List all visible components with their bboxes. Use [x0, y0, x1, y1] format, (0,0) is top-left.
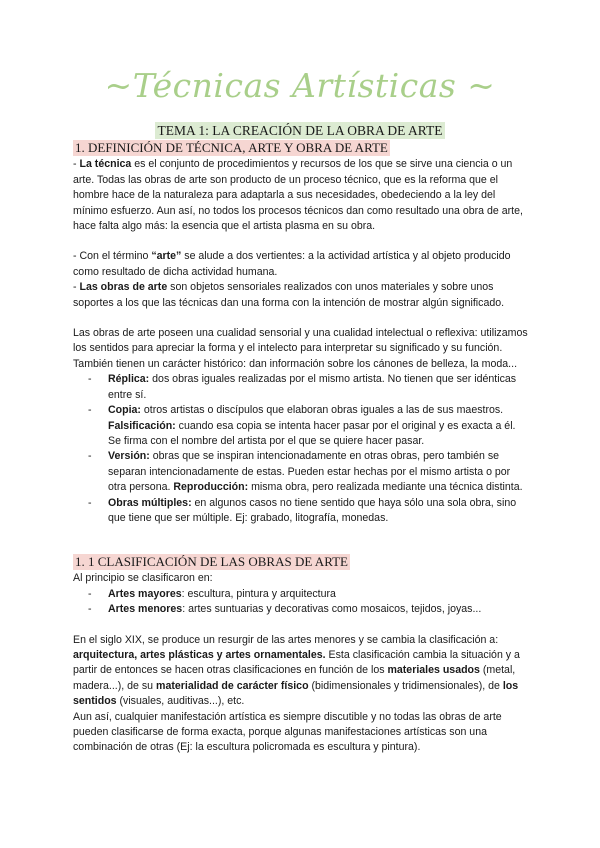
bold-term: materialidad de carácter físico [156, 679, 309, 692]
artes-list [73, 587, 531, 618]
list-item [88, 403, 531, 449]
dash-marker: - [88, 587, 92, 600]
text: se alude a dos vertientes: a la actividad artística y al objeto producido como resultado de dicha actividad humana. [73, 250, 511, 278]
tema-heading [0, 123, 600, 138]
bold-term: Artes mayores [108, 587, 182, 600]
bold-term: los sentidos [73, 679, 519, 708]
paragraph-intro: Al principio se clasificaron en: [73, 572, 213, 585]
text: - Con el término [73, 250, 152, 263]
bold-term: Artes menores [108, 603, 183, 616]
paragraph-cualidad: Las obras de arte poseen una cualidad sensorial y una cualidad intelectual o reflexiva: utilizamos los sentidos para apreciar la forma y el intelecto para interpretar su significado y su función. También tienen un carácter histórico: dan información sobre los cánones de belleza, la moda... [73, 327, 528, 370]
page-title: ~Técnicas Artísticas ~ [104, 66, 496, 105]
dash-marker: - [88, 603, 92, 616]
bold-term: Versión: [108, 450, 150, 463]
bold-term: Obras múltiples: [108, 496, 192, 509]
tema-label: TEMA 1: LA CREACIÓN DE LA OBRA DE ARTE [155, 122, 446, 139]
text: obras que se inspiran intencionadamente en otras obras, pero también se separan intencionadamente de estas. Pueden estar hechas por el mismo artista o por otra persona. [108, 450, 511, 494]
text: es el conjunto de procedimientos y recursos de los que se sirve una ciencia o un arte. Todas las obras de arte son producto de un proceso técnico, que es la reforma que el hombre hace de la naturaleza para adaptarla a sus necesidades, obedeciendo a la ley del mínimo esfuerzo. Aun así, no todos los procesos técnicos dan como resultado una obra de arte, hace falta algo más: la esencia que el artista plasma en su obra. [73, 158, 523, 233]
section-1-heading: 1. DEFINICIÓN DE TÉCNICA, ARTE Y OBRA DE ARTE [75, 140, 388, 155]
text: En el siglo XIX, se produce un resurgir de las artes menores y se cambia la clasificación a: [73, 633, 499, 646]
text: Esta clasificación cambia la situación y a partir de entonces se hacen otras clasificaciones en función de los [73, 649, 520, 677]
list-item [88, 496, 531, 527]
text: - [73, 281, 80, 294]
dash-marker: - [88, 450, 92, 463]
text: : escultura, pintura y arquitectura [181, 587, 336, 600]
section-1 [73, 140, 531, 526]
paragraph-siglo-xix [73, 633, 531, 710]
paragraph-arte [73, 249, 531, 280]
bold-term: Falsificación: [108, 419, 176, 432]
text: : artes suntuarias y decorativas como mosaicos, tejidos, joyas... [182, 603, 482, 616]
dash-marker: - [88, 496, 92, 509]
bold-term: Reproducción: [173, 481, 249, 494]
dash-marker: - [88, 404, 92, 417]
types-list [73, 372, 531, 526]
list-item [88, 587, 531, 602]
paragraph-tecnica [73, 157, 531, 234]
bold-term: Copia: [108, 404, 141, 417]
text: (visuales, auditivas...), etc. [116, 695, 245, 708]
text: misma obra, pero realizada mediante una técnica distinta. [248, 481, 523, 494]
paragraph-aun-asi: Aun así, cualquier manifestación artística es siempre discutible y no todas las obras de arte pueden clasificarse de forma exacta, porque algunas manifestaciones artísticas son una combinación de otras (Ej: la escultura policromada es escultura y pintura). [73, 710, 502, 754]
bold-term: materiales usados [387, 664, 480, 677]
bold-term: Réplica: [108, 373, 150, 386]
section-2 [73, 554, 531, 756]
list-item [88, 449, 531, 495]
bold-term: “arte” [151, 250, 182, 263]
text: son objetos sensoriales realizados con unos materiales y sobre unos soportes a los que las técnicas dan una forma con la intención de mostrar algún significado. [73, 281, 505, 309]
dash-marker: - [88, 373, 92, 386]
bold-term: Las obras de arte [79, 281, 168, 294]
paragraph-obras [73, 280, 531, 311]
text: otros artistas o discípulos que elaboran obras iguales a las de sus maestros. [140, 404, 504, 417]
bold-term: La técnica [79, 158, 132, 171]
text: (bidimensionales y tridimensionales), de [308, 679, 503, 692]
text: dos obras iguales realizadas por el mismo artista. No tienen que ser idénticas entre sí. [108, 373, 517, 401]
text: en algunos casos no tiene sentido que haya sólo una sola obra, sino que tiene que ser múltiple. Ej: grabado, litografía, monedas. [108, 496, 517, 524]
text: (metal, madera...), de su [73, 664, 516, 692]
bold-term: arquitectura, artes plásticas y artes ornamentales. [73, 649, 326, 662]
list-item [88, 602, 531, 617]
text: cuando esa copia se intenta hacer pasar por el original y es exacta a él. Se firma con el nombre del artista por el que se quiere hacer pasar. [108, 419, 516, 447]
text: - [73, 158, 80, 171]
section-2-heading: 1. 1 CLASIFICACIÓN DE LAS OBRAS DE ARTE [75, 554, 348, 569]
list-item [88, 372, 531, 403]
